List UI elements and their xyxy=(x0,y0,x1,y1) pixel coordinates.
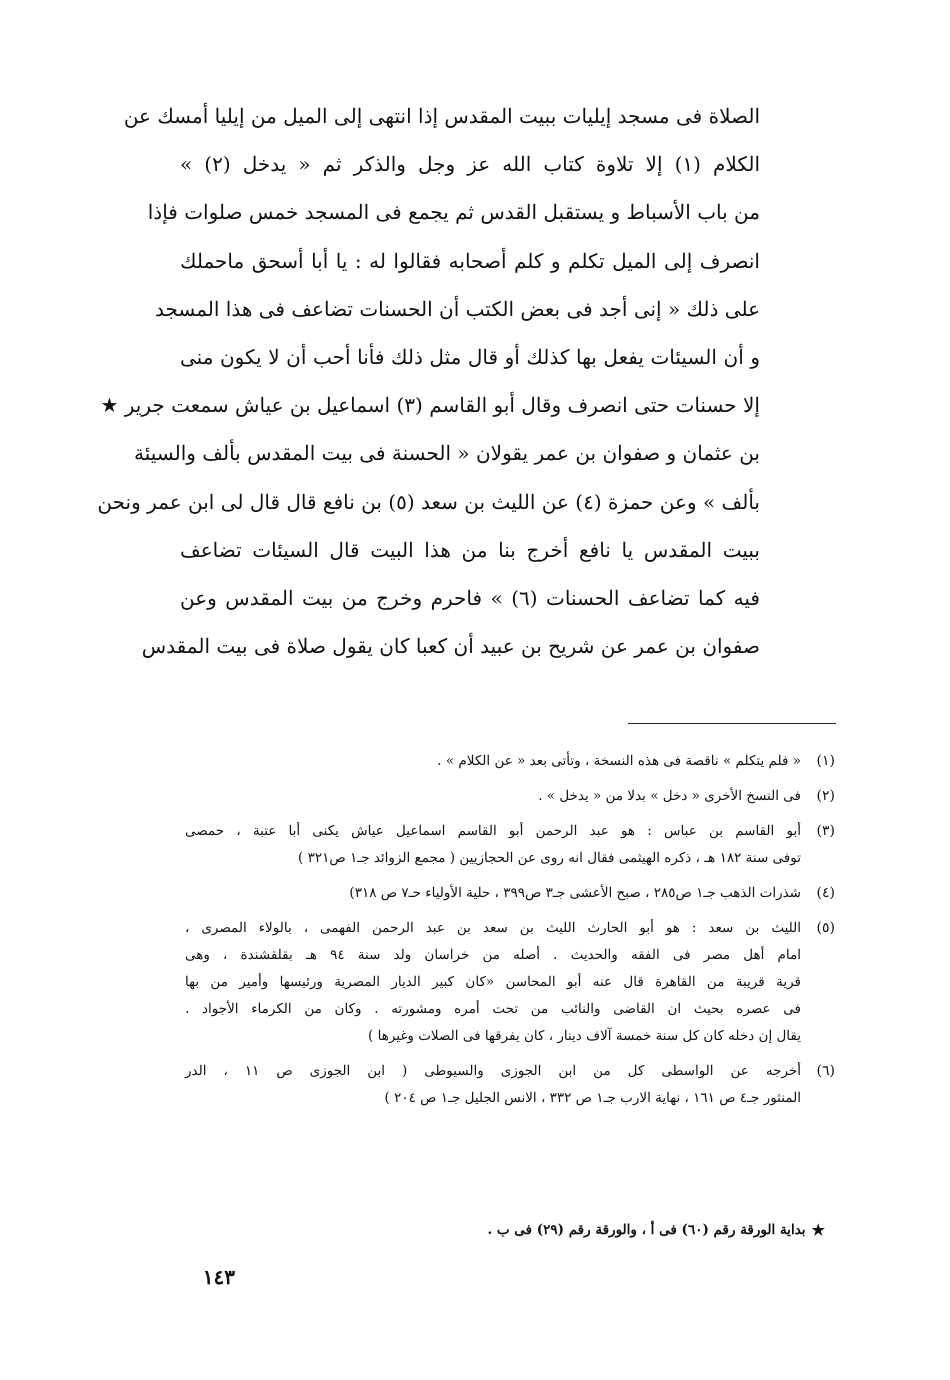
footnote-number: (٤) xyxy=(816,885,835,901)
footnote-number: (٦) xyxy=(816,1063,835,1079)
body-line: ببيت المقدس يا نافع أخرج بنا من هذا البيت قال السيئات تضاعف xyxy=(180,537,760,562)
footnote-text xyxy=(185,1058,801,1112)
footnote-line: امام أهل مصر فى الفقه والحديث . أصله من خراسان ولد سنة ٩٤ هـ بقلقشندة ، وهى xyxy=(185,947,801,963)
folio-note-text: بداية الورقة رقم (٦٠) فى أ ، والورقة رقم (٢٩) فى ب . xyxy=(487,1222,806,1238)
footnote-line: المنثور جـ٤ ص ١٦١ ، نهاية الارب جـ١ ص ٣٣٢ ، الانس الجليل جـ١ ص ٢٠٤ ) xyxy=(384,1090,801,1106)
body-line: من باب الأسباط و يستقبل القدس ثم يجمع فى المسجد خمس صلوات فإذا xyxy=(147,200,760,225)
footnote-separator xyxy=(628,723,836,724)
body-line: الكلام (١) إلا تلاوة كتاب الله عز وجل والذكر ثم « يدخل (٢) » xyxy=(180,152,761,177)
footnote-number: (٥) xyxy=(816,920,835,936)
body-line: بن عثمان و صفوان بن عمر يقولان « الحسنة فى بيت المقدس بألف والسيئة xyxy=(133,441,760,466)
page-number: ١٤٣ xyxy=(202,1265,235,1289)
footnote-1 xyxy=(185,748,835,775)
footnote-text xyxy=(185,783,801,810)
footnote-text xyxy=(185,880,801,907)
footnote-line: « فلم يتكلم » ناقصة فى هذه النسخة ، وتأتى بعد « عن الكلام » . xyxy=(437,753,801,769)
footnote-line: يقال إن دخله كان كل سنة خمسة آلاف دينار ، كان يفرقها فى الصلات وغيرها ) xyxy=(368,1028,801,1044)
footnote-5 xyxy=(185,915,835,1050)
footnote-3 xyxy=(185,818,835,872)
footnote-line: أخرجه عن الواسطى كل من ابن الجوزى والسيوطى ( ابن الجوزى ص ١١ ، الدر xyxy=(185,1063,801,1079)
body-line: الصلاة فى مسجد إيليات ببيت المقدس إذا انتهى إلى الميل من إيليا أمسك عن xyxy=(123,104,760,128)
footnote-line: أبو القاسم بن عباس : هو عبد الرحمن أبو القاسم اسماعيل عياش يكنى أبا عتبة ، حمصى xyxy=(185,823,801,839)
main-text-block xyxy=(97,92,761,670)
footnote-text xyxy=(185,748,801,775)
body-line: صفوان بن عمر عن شريح بن عبيد أن كعبا كان يقول صلاة فى بيت المقدس xyxy=(141,634,760,659)
footnote-2 xyxy=(185,783,835,810)
manuscript-folio-note xyxy=(370,1221,825,1239)
body-line: إلا حسنات حتى انصرف وقال أبو القاسم (٣) اسماعيل بن عياش سمعت جرير ★ xyxy=(100,393,760,418)
footnotes xyxy=(185,748,835,1120)
footnote-4 xyxy=(185,880,835,907)
footnote-text xyxy=(185,818,801,872)
footnote-6 xyxy=(185,1058,835,1112)
footnote-line: قرية قريبة من القاهرة قال عنه أبو المحاسن «كان كبير الديار المصرية ورئيسها وأمير من بها xyxy=(185,974,801,990)
footnote-line: فى عصره بحيث ان القاضى والنائب من تحت أمره ومشورته . وكان من الكرماء الأجواد . xyxy=(185,1001,801,1017)
body-line: على ذلك « إنى أجد فى بعض الكتب أن الحسنات تضاعف فى هذا المسجد xyxy=(154,296,760,321)
footnote-number: (٢) xyxy=(816,788,835,804)
body-line: بألف » وعن حمزة (٤) عن الليث بن سعد (٥) بن نافع قال قال لى ابن عمر ونحن xyxy=(97,489,760,514)
body-line: فيه كما تضاعف الحسنات (٦) » فاحرم وخرج من بيت المقدس وعن xyxy=(180,585,760,610)
body-line: و أن السيئات يفعل بها كذلك أو قال مثل ذلك فأنا أحب أن لا يكون منى xyxy=(180,344,760,369)
body-line: انصرف إلى الميل تكلم و كلم أصحابه فقالوا له : يا أبا أسحق ماحملك xyxy=(180,248,760,273)
footnote-number: (٣) xyxy=(816,823,835,839)
footnote-text xyxy=(185,915,801,1050)
footnote-line: الليث بن سعد : هو أبو الحارث الليث بن سعد بن عبد الرحمن الفهمى ، بالولاء المصرى ، xyxy=(185,920,801,936)
footnote-line: شذرات الذهب جـ١ ص٢٨٥ ، صبح الأعشى جـ٣ ص٣٩٩ ، حلية الأولياء حـ٧ ص ٣١٨) xyxy=(349,885,801,901)
footnote-line: توفى سنة ١٨٢ هـ ، ذكره الهيثمى فقال انه روى عن الحجازيين ( مجمع الزوائد جـ١ ص٣٢١ ) xyxy=(298,850,801,866)
footnote-line: فى النسخ الأخرى « دخل » بدلا من « يدخل » . xyxy=(538,788,801,804)
star-icon: ★ xyxy=(811,1221,825,1239)
footnote-number: (١) xyxy=(816,753,835,769)
